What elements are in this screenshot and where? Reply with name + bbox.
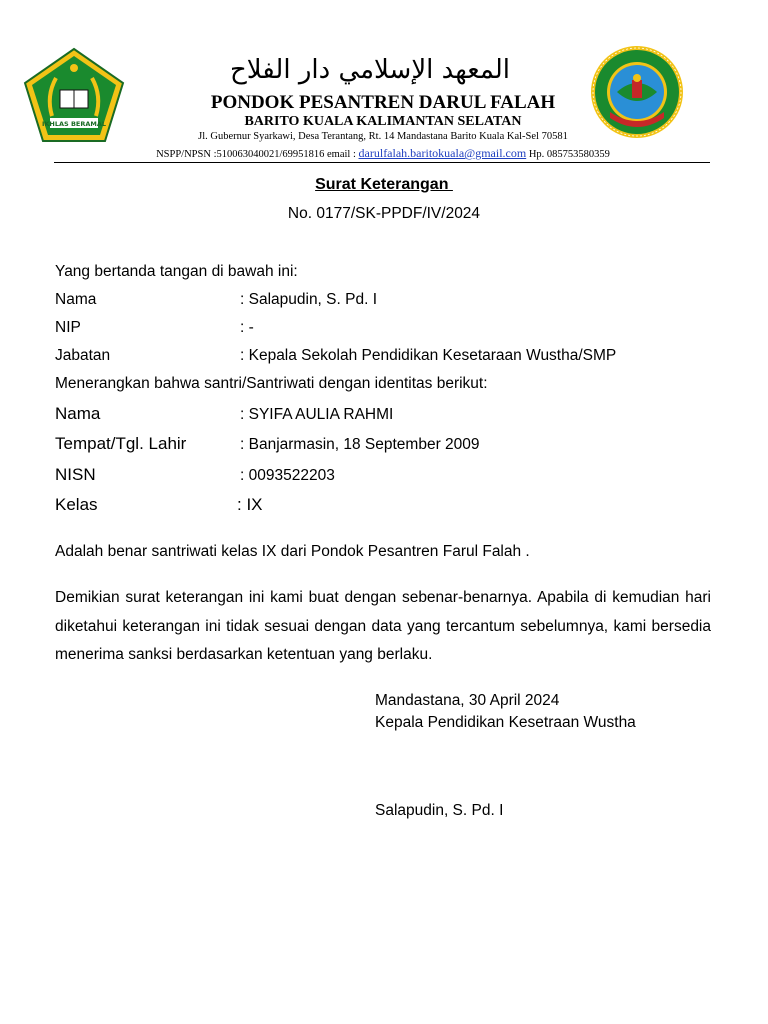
field-value: : - — [240, 319, 254, 336]
field-label: NIP — [55, 319, 81, 336]
field-value: : SYIFA AULIA RAHMI — [240, 406, 394, 423]
field-value: : Banjarmasin, 18 September 2009 — [240, 436, 480, 453]
field-label: NISN — [55, 465, 96, 484]
field-value: : Kepala Sekolah Pendidikan Kesetaraan Wustha/SMP — [240, 347, 617, 364]
school-name: PONDOK PESANTREN DARUL FALAH — [210, 92, 556, 113]
field-label: Tempat/Tgl. Lahir — [55, 434, 187, 453]
phone-number: Hp. 085753580359 — [528, 149, 610, 160]
student-field-name — [55, 404, 715, 426]
contact-line — [60, 146, 706, 161]
student-field-class — [55, 495, 715, 517]
logo-left-motto: IKHLAS BERAMAL — [41, 120, 107, 128]
field-label: Kelas — [55, 495, 98, 514]
letter-number: No. 0177/SK-PPDF/IV/2024 — [287, 205, 481, 222]
field-label: Nama — [55, 404, 101, 423]
arabic-school-name — [200, 44, 540, 90]
paragraph-confirmation: Adalah benar santriwati kelas IX dari Pondok Pesantren Farul Falah . — [55, 543, 530, 560]
field-label: Jabatan — [55, 347, 111, 364]
student-field-birth — [55, 434, 715, 456]
school-region: BARITO KUALA KALIMANTAN SELATAN — [244, 114, 522, 129]
school-address: Jl. Gubernur Syarkawi, Desa Terantang, Rt. 14 Mandastana Barito Kuala Kal-Sel 70581 — [198, 131, 568, 142]
field-value: : IX — [237, 495, 263, 514]
nspp-label: NSPP/NPSN :510063040021/69951816 email : — [156, 149, 356, 160]
signer-position: Kepala Pendidikan Kesetraan Wustha — [375, 714, 636, 731]
arabic-title-text: المعهد الإسلامي دار الفلاح — [229, 55, 511, 85]
signer-field-nip — [55, 319, 715, 341]
letter-title: Surat Keterangan — [315, 176, 453, 193]
field-label: Nama — [55, 291, 97, 308]
field-value: : Salapudin, S. Pd. I — [240, 291, 378, 308]
header-divider — [54, 162, 710, 163]
student-field-nisn — [55, 465, 715, 487]
intro-text: Yang bertanda tangan di bawah ini: — [55, 263, 298, 280]
signer-name: Salapudin, S. Pd. I — [375, 802, 504, 819]
signer-field-position — [55, 347, 715, 369]
place-date: Mandastana, 30 April 2024 — [375, 692, 560, 709]
statement-text: Menerangkan bahwa santri/Santriwati dengan identitas berikut: — [55, 375, 488, 392]
kemenag-emblem-icon — [22, 46, 126, 146]
paragraph-closing: Demikian surat keterangan ini kami buat dengan sebenar-benarnya. Apabila di kemudian hari diketahui keterangan ini tidak sesuai dengan data yang tercantum sebelumnya, kami bersedia menerima sanksi berdasarkan ketentuan yang berlaku. — [55, 589, 711, 663]
field-value: : 0093522203 — [240, 467, 335, 484]
email-link[interactable]: darulfalah.baritokuala@gmail.com — [358, 146, 527, 160]
signer-field-name — [55, 291, 715, 313]
